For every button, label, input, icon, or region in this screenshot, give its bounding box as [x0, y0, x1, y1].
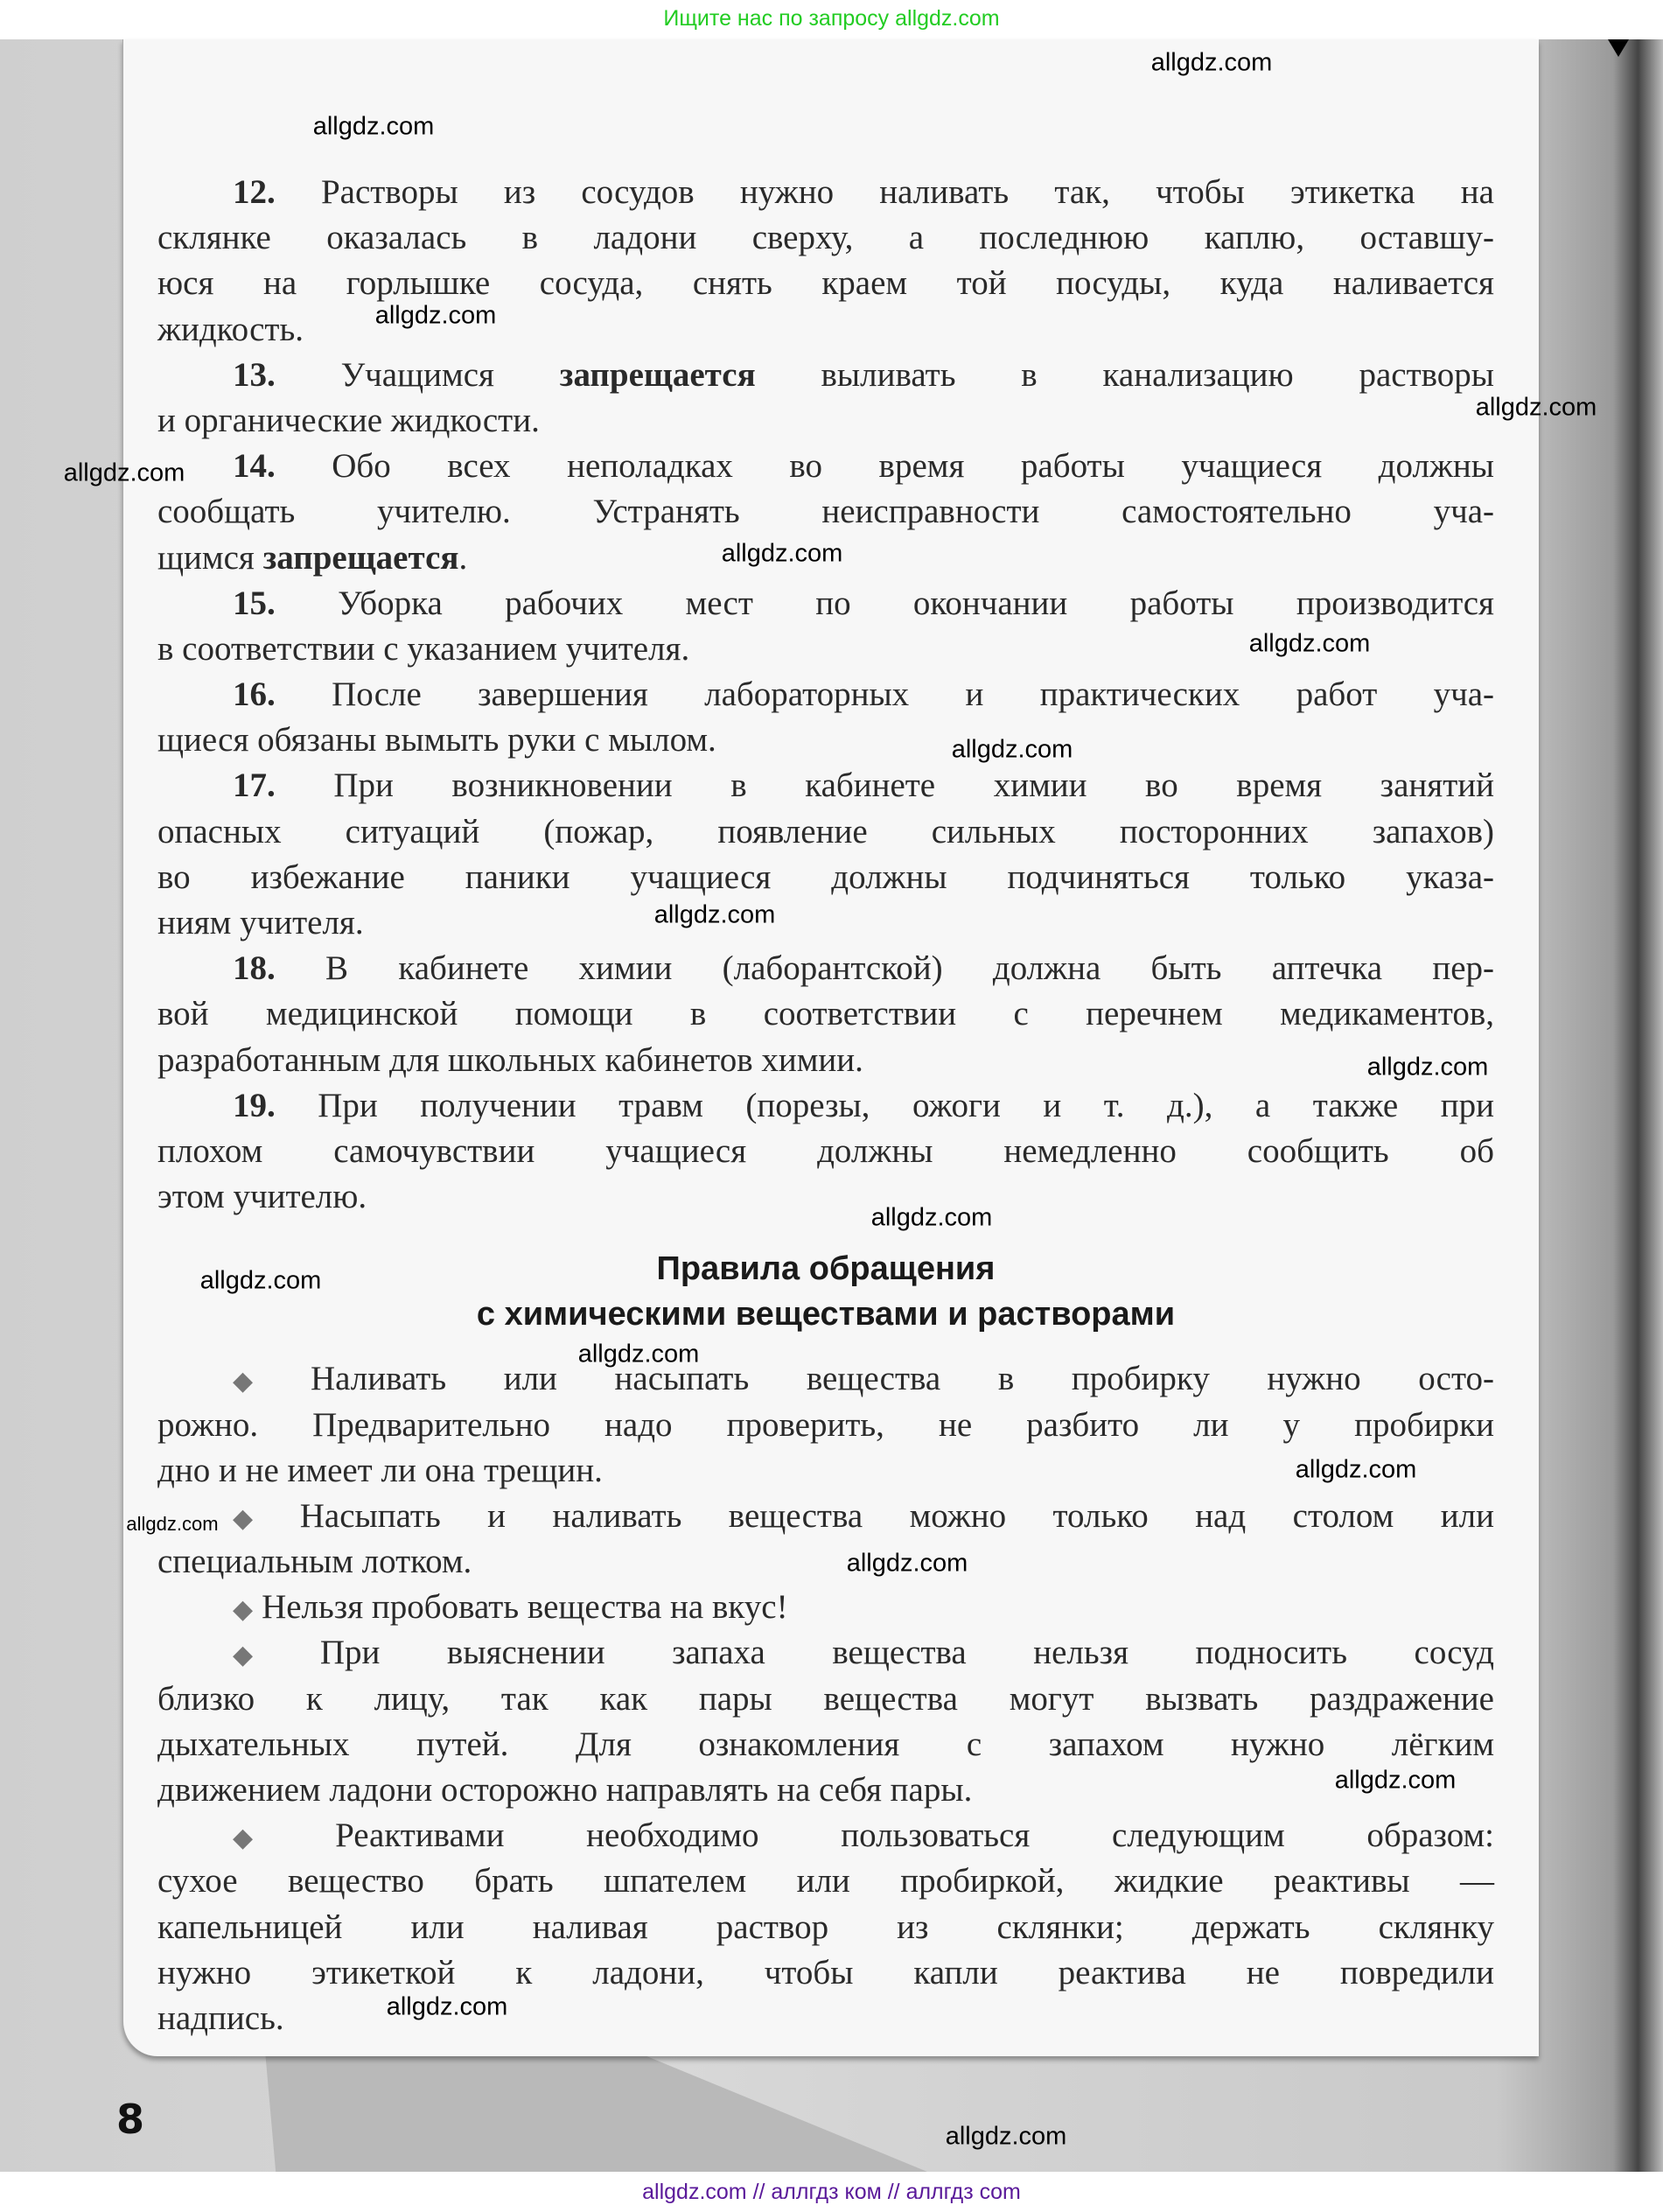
bold-text: 18. [233, 949, 276, 988]
text-segment: близко к лицу, так как пары вещества могут вызвать раздражение [157, 1679, 1494, 1718]
rule-bullet [157, 1630, 1494, 1813]
bold-text: 16. [233, 676, 276, 714]
diamond-bullet-icon: ◆ [233, 1641, 311, 1670]
watermark: allgdz.com [577, 1340, 700, 1368]
text-line [157, 1494, 1494, 1539]
text-line [157, 855, 1494, 900]
text-segment: Уборка рабочих мест по окончании работы производится [275, 584, 1494, 622]
text-line [157, 307, 1494, 353]
heading-line: с химическими веществами и растворами [476, 1296, 1176, 1334]
text-line [157, 1905, 1494, 1950]
text-segment: в соответствии с указанием учителя. [157, 629, 690, 668]
watermark: allgdz.com [870, 1203, 993, 1232]
text-segment: капельницей или наливая раствор из склянки; держать склянку [157, 1908, 1494, 1946]
text-line [157, 900, 1494, 946]
watermark: allgdz.com [386, 1992, 508, 2021]
text-segment: дыхательных путей. Для ознакомления с запахом нужно лёгким [157, 1725, 1494, 1763]
text-line [157, 1722, 1494, 1768]
text-segment: Обо всех неполадках во время работы учащиеся должны [275, 447, 1494, 486]
watermark: allgdz.com [1248, 629, 1371, 658]
text-segment: Растворы из сосудов нужно наливать так, чтобы этикетка на [275, 173, 1494, 211]
bold-text: 14. [233, 447, 276, 486]
text-segment: рожно. Предварительно надо проверить, не разбито ли у пробирки [157, 1405, 1494, 1444]
top-banner-text[interactable]: Ищите нас по запросу allgdz.com [663, 6, 1000, 31]
text-line [157, 1996, 1494, 2041]
text-segment: плохом самочувствии учащиеся должны немедленно сообщить об [157, 1131, 1494, 1170]
text-segment: Нельзя пробовать вещества на вкус! [262, 1588, 788, 1627]
text-segment: склянке оказалась в ладони сверху, а последнюю каплю, оставшу- [157, 219, 1494, 257]
rule-item [157, 672, 1494, 763]
text-line [157, 991, 1494, 1037]
page-text [157, 170, 1494, 2041]
text-segment: ниям учителя. [157, 904, 364, 942]
text-segment: жидкость. [157, 310, 304, 348]
text-segment: специальным лотком. [157, 1543, 472, 1581]
rule-bullet [157, 1494, 1494, 1585]
text-line [157, 1950, 1494, 1996]
text-line [157, 1403, 1494, 1448]
text-line [157, 489, 1494, 535]
rule-item [157, 353, 1494, 444]
text-line [157, 1630, 1494, 1676]
text-segment: Насыпать и наливать вещества можно только над столом или [299, 1496, 1494, 1535]
rule-bullet [157, 1356, 1494, 1494]
text-segment: этом учителю. [157, 1178, 367, 1216]
text-segment: В кабинете химии (лаборантской) должна быть аптечка пер- [275, 949, 1494, 988]
text-line [157, 809, 1494, 855]
text-line [157, 1858, 1494, 1904]
text-segment: щимся [157, 538, 263, 577]
watermark: allgdz.com [846, 1549, 968, 1578]
bold-text: 15. [233, 584, 276, 622]
text-segment: . [458, 538, 468, 577]
bold-text: запрещается [559, 355, 756, 394]
rule-bullet [157, 1585, 1494, 1630]
watermark: allgdz.com [1295, 1455, 1417, 1484]
diamond-bullet-icon: ◆ [233, 1367, 302, 1396]
top-banner [0, 0, 1663, 39]
text-segment: сухое вещество брать шпателем или пробиркой, жидкие реактивы — [157, 1862, 1494, 1900]
watermark: allgdz.com [374, 301, 497, 330]
watermark: allgdz.com [1334, 1766, 1457, 1795]
diamond-bullet-icon: ◆ [233, 1503, 291, 1533]
text-line [157, 1174, 1494, 1220]
text-line [157, 1038, 1494, 1083]
text-segment: При получении травм (порезы, ожоги и т. д.), а также при [275, 1086, 1494, 1124]
bold-text: 19. [233, 1086, 276, 1124]
watermark: allgdz.com [945, 2122, 1067, 2151]
text-segment: сообщать учителю. Устранять неисправности самостоятельно уча- [157, 493, 1494, 531]
rule-item [157, 170, 1494, 353]
text-line [157, 398, 1494, 444]
rule-item [157, 946, 1494, 1083]
text-line [157, 1768, 1494, 1813]
diamond-bullet-icon: ◆ [233, 1595, 254, 1625]
text-segment: щиеся обязаны вымыть руки с мылом. [157, 721, 716, 760]
text-line [157, 261, 1494, 306]
watermark: allgdz.com [951, 735, 1073, 764]
bold-text: 17. [233, 766, 276, 805]
text-line [157, 353, 1494, 398]
text-line [157, 1676, 1494, 1722]
text-segment: После завершения лабораторных и практических работ уча- [275, 676, 1494, 714]
text-segment: юся на горлышке сосуда, снять краем той посуды, куда наливается [157, 264, 1494, 303]
text-line [157, 718, 1494, 763]
text-line [157, 1539, 1494, 1585]
diamond-bullet-icon: ◆ [233, 1824, 327, 1853]
text-line [157, 1129, 1494, 1174]
text-line [157, 1356, 1494, 1402]
watermark: allgdz.com [1475, 393, 1597, 422]
text-line [157, 1448, 1494, 1494]
text-segment: опасных ситуаций (пожар, появление сильных посторонних запахов) [157, 812, 1494, 850]
watermark: allgdz.com [126, 1513, 219, 1535]
text-line [157, 215, 1494, 261]
watermark: allgdz.com [63, 458, 185, 487]
bold-text: 13. [233, 355, 276, 394]
text-segment: надпись. [157, 1998, 284, 2037]
text-segment: вой медицинской помощи в соответствии с перечнем медикаментов, [157, 995, 1494, 1033]
watermark: allgdz.com [1150, 48, 1273, 77]
watermark: allgdz.com [312, 112, 435, 141]
text-line [157, 763, 1494, 808]
bottom-banner [0, 2172, 1663, 2212]
bold-text: запрещается [262, 538, 459, 577]
page-number: 8 [116, 2096, 145, 2143]
text-line [157, 1813, 1494, 1858]
section-heading [157, 1246, 1494, 1337]
text-segment: Реактивами необходимо пользоваться следующим образом: [335, 1816, 1494, 1855]
heading-line: Правила обращения [656, 1250, 996, 1288]
text-segment: нужно этикеткой к ладони, чтобы капли реактива не повредили [157, 1953, 1494, 1992]
text-line [157, 1585, 1494, 1630]
text-segment: движением ладони осторожно направлять на себя пары. [157, 1771, 973, 1809]
watermark: allgdz.com [199, 1266, 322, 1295]
text-line [157, 672, 1494, 718]
text-line [157, 170, 1494, 215]
rule-bullet [157, 1813, 1494, 2041]
watermark: allgdz.com [653, 900, 776, 929]
text-line [157, 444, 1494, 489]
text-segment: разработанным для школьных кабинетов химии. [157, 1040, 863, 1079]
bottom-banner-text[interactable]: allgdz.com // аллгдз ком // аллгдз com [642, 2180, 1021, 2204]
text-segment: Наливать или насыпать вещества в пробирку нужно осто- [310, 1360, 1494, 1398]
text-segment: во избежание паники учащиеся должны подчиняться только указа- [157, 858, 1494, 896]
watermark: allgdz.com [721, 539, 843, 568]
text-segment: При возникновении в кабинете химии во время занятий [275, 766, 1494, 805]
text-segment: и органические жидкости. [157, 401, 540, 439]
text-segment: дно и не имеет ли она трещин. [157, 1451, 603, 1489]
corner-mark [1608, 39, 1629, 57]
watermark: allgdz.com [1366, 1053, 1489, 1082]
text-segment: выливать в канализацию растворы [755, 355, 1494, 394]
text-segment: При выяснении запаха вещества нельзя подносить сосуд [319, 1634, 1494, 1672]
text-line [157, 946, 1494, 991]
rule-item [157, 1083, 1494, 1221]
bold-text: 12. [233, 173, 276, 211]
rule-item [157, 763, 1494, 946]
text-line [157, 581, 1494, 626]
text-segment: Учащимся [275, 355, 560, 394]
text-line [157, 1083, 1494, 1129]
